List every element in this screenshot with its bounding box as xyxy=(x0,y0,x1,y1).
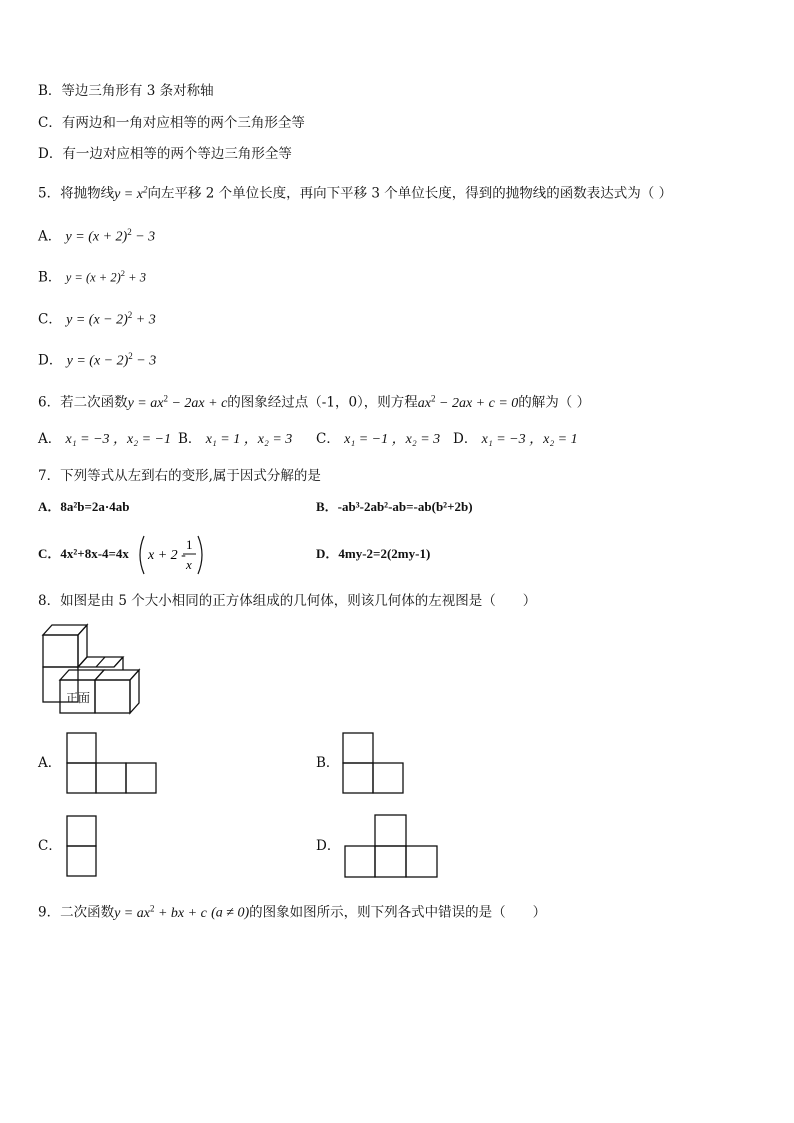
q5-equation: $y = x^2$ xyxy=(114,184,148,202)
statement-d: D．有一边对应相等的两个等边三角形全等 xyxy=(38,146,292,162)
q6-option-b[interactable]: B． x₁ = 1 ，x₂ = 3 xyxy=(178,431,293,447)
q8-cube-figure xyxy=(40,622,150,717)
q7-c-fraction-expression xyxy=(136,534,206,576)
front-label: 正面 xyxy=(66,691,91,705)
q8-option-d-view xyxy=(344,814,440,878)
q8-option-a-view xyxy=(66,732,158,794)
q8-option-a[interactable]: A． xyxy=(38,755,62,771)
q5-option-b[interactable]: B． $y = (x + 2)^2 + 3$ xyxy=(38,268,146,286)
question-6-stem: 6．若二次函数$y = ax^2 - 2ax + c$的图象经过点（-1，0），则方程$ax^2 - 2ax + c = 0$的解为（ ） xyxy=(38,393,591,411)
q7-option-c[interactable]: C．4x²+8x-4=4x xyxy=(38,546,129,561)
q5-option-a[interactable]: A． $y = (x + 2)^2 - 3$ xyxy=(38,227,156,245)
q5-option-c[interactable]: C． $y = (x - 2)^2 + 3$ xyxy=(38,310,156,328)
q7-option-b[interactable]: B．-ab³-2ab²-ab=-ab(b²+2b) xyxy=(316,499,473,514)
question-7-stem: 7．下列等式从左到右的变形,属于因式分解的是 xyxy=(38,468,321,484)
q8-option-d[interactable]: D． xyxy=(316,838,341,854)
q8-option-b-view xyxy=(342,732,404,794)
q7-option-d[interactable]: D．4my-2=2(2my-1) xyxy=(316,546,431,561)
question-9-stem: 9．二次函数$y = ax^2$ + bx + c (a ≠ 0)的图象如图所示，则下列各式中错误的是（ ） xyxy=(38,903,547,921)
q7-c-inner: x + 2 - xyxy=(148,548,186,563)
q8-option-c-view xyxy=(66,815,98,877)
statement-b: B．等边三角形有 3 条对称轴 xyxy=(38,83,214,99)
q7-c-numerator: 1 xyxy=(186,537,193,552)
q5-option-d[interactable]: D． $y = (x - 2)^2 - 3$ xyxy=(38,351,157,369)
question-8-stem: 8．如图是由 5 个大小相同的正方体组成的几何体，则该几何体的左视图是（ ） xyxy=(38,593,537,609)
q8-option-c[interactable]: C． xyxy=(38,838,62,854)
question-5-stem: 5．将抛物线$y = x^2$向左平移 2 个单位长度，再向下平移 3 个单位长度，得到的抛物线的函数表达式为（ ） xyxy=(38,184,673,202)
q6-option-d[interactable]: D． x₁ = −3 ，x₂ = 1 xyxy=(453,431,578,447)
q7-option-a[interactable]: A．8a²b=2a·4ab xyxy=(38,499,130,514)
q8-option-b[interactable]: B． xyxy=(316,755,340,771)
statement-c: C．有两边和一角对应相等的两个三角形全等 xyxy=(38,115,305,131)
q6-option-c[interactable]: C． x₁ = −1 ，x₂ = 3 xyxy=(316,431,441,447)
q7-c-denominator: x xyxy=(186,557,192,572)
q6-option-a[interactable]: A． x₁ = −3 ，x₂ = −1 xyxy=(38,431,171,447)
